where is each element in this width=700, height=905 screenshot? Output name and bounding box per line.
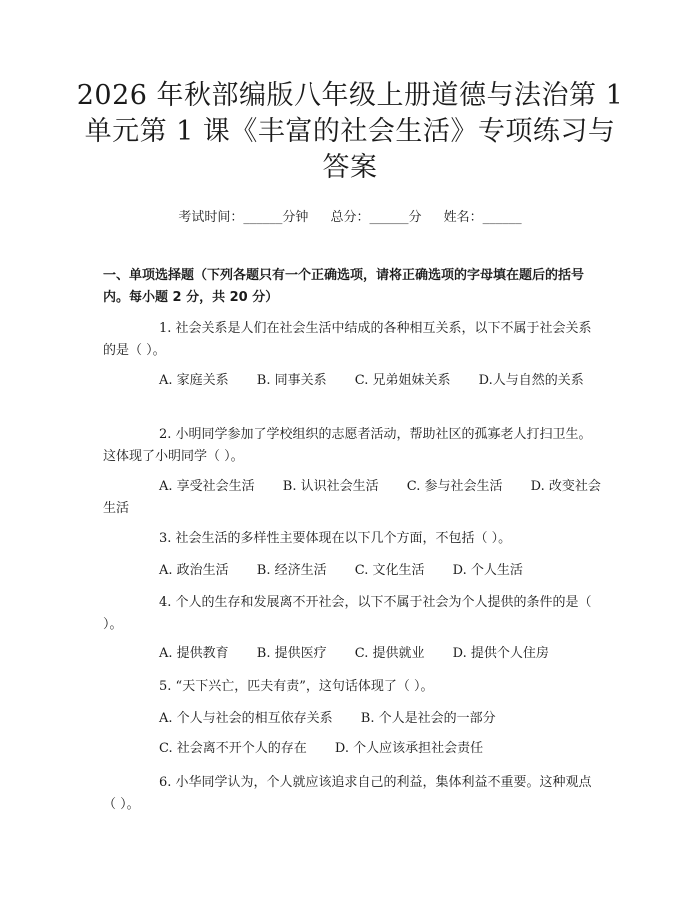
option-d: D. 提供个人住房 xyxy=(452,646,549,661)
option-d: D. 个人应该承担社会责任 xyxy=(334,741,484,756)
student-name: 姓名：______ xyxy=(443,210,522,225)
option-c: C. 社会离不开个人的存在 xyxy=(159,741,307,756)
option-a: A. 政治生活 xyxy=(159,563,229,578)
option-a: A. 家庭关系 xyxy=(159,373,229,388)
question-6 xyxy=(103,772,603,816)
option-b: B. 个人是社会的一部分 xyxy=(360,711,496,726)
option-a: A. 提供教育 xyxy=(159,646,229,661)
question-number: 2. xyxy=(159,427,172,442)
title-line-1: 2026 年秋部编版八年级上册道德与法治第 1 xyxy=(76,80,624,111)
option-d: D.人与自然的关系 xyxy=(478,373,584,388)
question-stem: 社会关系是人们在社会生活中结成的各种相互关系，以下不属于社会关系的是（ ）。 xyxy=(103,321,592,358)
question-number: 6. xyxy=(159,775,172,790)
question-3-options xyxy=(103,560,603,582)
title-line-2: 单元第 1 课《丰富的社会生活》专项练习与 xyxy=(84,116,616,147)
question-5-options-row-2 xyxy=(103,738,603,760)
question-4-options xyxy=(103,643,603,665)
question-number: 1. xyxy=(159,321,172,336)
question-4 xyxy=(103,592,603,636)
question-stem: “天下兴亡，匹夫有责”，这句话体现了（ ）。 xyxy=(175,679,434,694)
option-b: B. 认识社会生活 xyxy=(282,479,379,494)
question-stem: 社会生活的多样性主要体现在以下几个方面，不包括（ ）。 xyxy=(175,531,512,546)
option-b: B. 同事关系 xyxy=(256,373,327,388)
option-a: A. 个人与社会的相互依存关系 xyxy=(159,711,333,726)
title-line-3: 答案 xyxy=(322,152,378,183)
exam-time: 考试时间：______分钟 xyxy=(178,210,309,225)
question-stem: 小华同学认为，个人就应该追求自己的利益，集体利益不重要。这种观点（ ）。 xyxy=(103,775,592,812)
question-2-options xyxy=(103,476,603,520)
option-d: D. 个人生活 xyxy=(452,563,523,578)
exam-meta xyxy=(0,206,700,225)
question-3 xyxy=(103,528,603,550)
question-stem: 个人的生存和发展离不开社会，以下不属于社会为个人提供的条件的是（ ）。 xyxy=(103,595,592,632)
question-2 xyxy=(103,424,603,468)
question-5-options-row-1 xyxy=(103,708,603,730)
question-1-options xyxy=(103,370,603,392)
question-number: 3. xyxy=(159,531,172,546)
option-c: C. 参与社会生活 xyxy=(406,479,503,494)
option-a: A. 享受社会生活 xyxy=(159,479,255,494)
document-title xyxy=(60,78,640,186)
question-5 xyxy=(103,676,603,698)
option-c: C. 兄弟姐妹关系 xyxy=(354,373,451,388)
exam-score: 总分：______分 xyxy=(330,210,422,225)
option-c: C. 提供就业 xyxy=(354,646,425,661)
question-number: 4. xyxy=(159,595,172,610)
section-heading: 一、单项选择题（下列各题只有一个正确选项，请将正确选项的字母填在题后的括号内。每小题 2 分，共 20 分） xyxy=(103,268,585,305)
option-b: B. 经济生活 xyxy=(256,563,327,578)
question-1 xyxy=(103,318,603,362)
option-c: C. 文化生活 xyxy=(354,563,425,578)
question-number: 5. xyxy=(159,679,172,694)
option-b: B. 提供医疗 xyxy=(256,646,327,661)
question-stem: 小明同学参加了学校组织的志愿者活动，帮助社区的孤寡老人打扫卫生。这体现了小明同学（ ）。 xyxy=(103,427,592,464)
option-d: D. 改变社会生活 xyxy=(103,479,601,516)
